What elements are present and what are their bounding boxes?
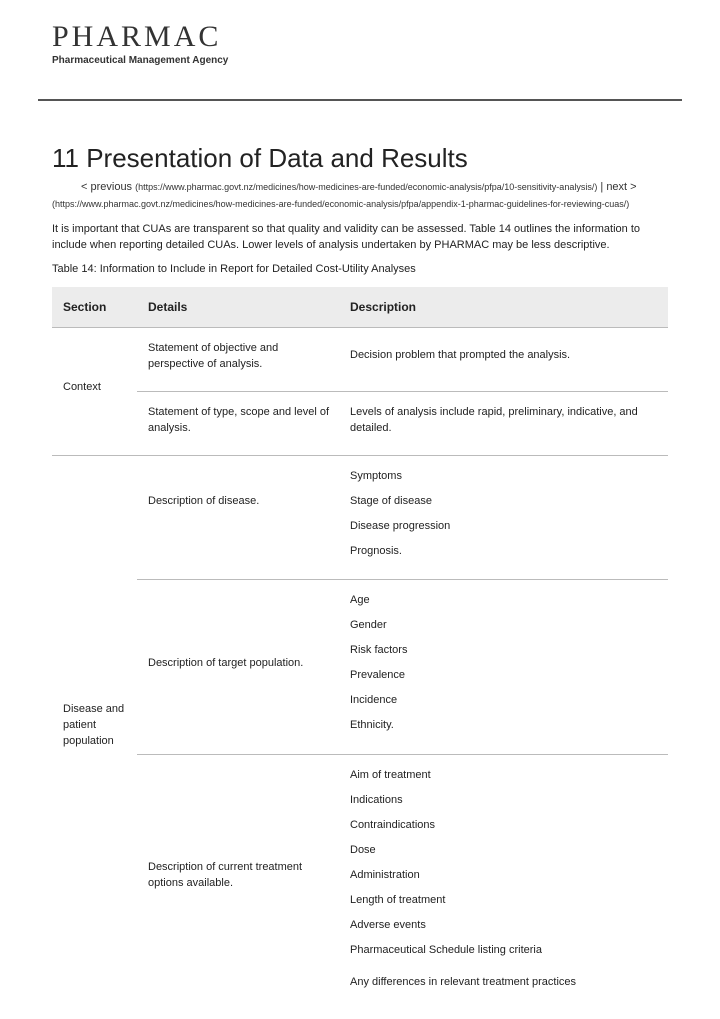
table-row xyxy=(137,579,668,754)
list-item: Administration xyxy=(350,869,420,881)
table-header-row xyxy=(52,287,668,327)
list-item: Adverse events xyxy=(350,919,426,931)
list-item: Prognosis. xyxy=(350,545,402,557)
list-item: Incidence xyxy=(350,694,398,706)
list-item: Indications xyxy=(350,794,403,806)
table-row xyxy=(137,391,668,455)
detail-cell: Description of current treatment options available. xyxy=(148,861,303,889)
previous-link[interactable]: < previous xyxy=(81,181,133,193)
intro-paragraph: It is important that CUAs are transparent so that quality and validity can be assessed. Table 14 outlines the information to include when reporting detailed CUAs. Lower levels of analysis undertaken by PHARMAC may be less descriptive. xyxy=(52,223,641,251)
list-item: Contraindications xyxy=(350,819,435,831)
list-item: Ethnicity. xyxy=(350,719,394,731)
list-item: Prevalence xyxy=(350,669,406,681)
logo: PHARMAC xyxy=(52,20,222,53)
header-section: Section xyxy=(63,300,107,314)
next-link[interactable]: next > xyxy=(606,181,637,193)
header-details: Details xyxy=(148,300,188,314)
description-list xyxy=(350,468,450,568)
description-cell: Decision problem that prompted the analysis. xyxy=(350,349,571,361)
nav-previous-line xyxy=(81,181,637,193)
section-disease xyxy=(52,455,668,1016)
detail-cell: Statement of objective and perspective of analysis. xyxy=(148,342,279,370)
list-item: Risk factors xyxy=(350,644,408,656)
nav-separator: | xyxy=(600,181,604,193)
next-url[interactable]: (https://www.pharmac.govt.nz/medicines/how-medicines-are-funded/economic-analysis/pfpa/appendix-1-pharmac-guidelines-for-reviewing-cuas/) xyxy=(52,199,630,209)
list-item: Pharmaceutical Schedule listing criteria xyxy=(350,944,542,956)
list-item: Age xyxy=(350,594,370,606)
header-description: Description xyxy=(350,300,417,314)
description-list xyxy=(350,592,407,742)
section-label: Context xyxy=(63,381,101,393)
page-title: 11 Presentation of Data and Results xyxy=(52,143,468,173)
list-item: Aim of treatment xyxy=(350,769,431,781)
table-row xyxy=(137,456,668,579)
header-divider xyxy=(38,99,682,101)
section-label: Disease and patient population xyxy=(63,703,125,747)
list-item: Symptoms xyxy=(350,470,402,482)
list-item: Disease progression xyxy=(350,520,451,532)
header xyxy=(52,20,228,66)
description-cell: Levels of analysis include rapid, preliminary, indicative, and detailed. xyxy=(350,406,638,434)
list-item: Gender xyxy=(350,619,387,631)
list-item: Any differences in relevant treatment practices xyxy=(350,976,577,988)
description-list xyxy=(350,767,577,988)
table-row xyxy=(137,328,668,391)
table-caption: Table 14: Information to Include in Report for Detailed Cost-Utility Analyses xyxy=(52,263,416,275)
list-item: Length of treatment xyxy=(350,894,446,906)
detail-cell: Description of disease. xyxy=(148,495,260,507)
logo-subtitle: Pharmaceutical Management Agency xyxy=(52,55,229,66)
information-table xyxy=(52,287,668,1016)
previous-url[interactable]: (https://www.pharmac.govt.nz/medicines/how-medicines-are-funded/economic-analysis/pfpa/10-sensitivity-analysis/) xyxy=(135,182,598,192)
list-item: Dose xyxy=(350,844,376,856)
detail-cell: Description of target population. xyxy=(148,657,304,669)
section-context xyxy=(52,327,668,455)
table-row xyxy=(137,754,668,1017)
list-item: Stage of disease xyxy=(350,495,432,507)
detail-cell: Statement of type, scope and level of analysis. xyxy=(148,406,330,434)
